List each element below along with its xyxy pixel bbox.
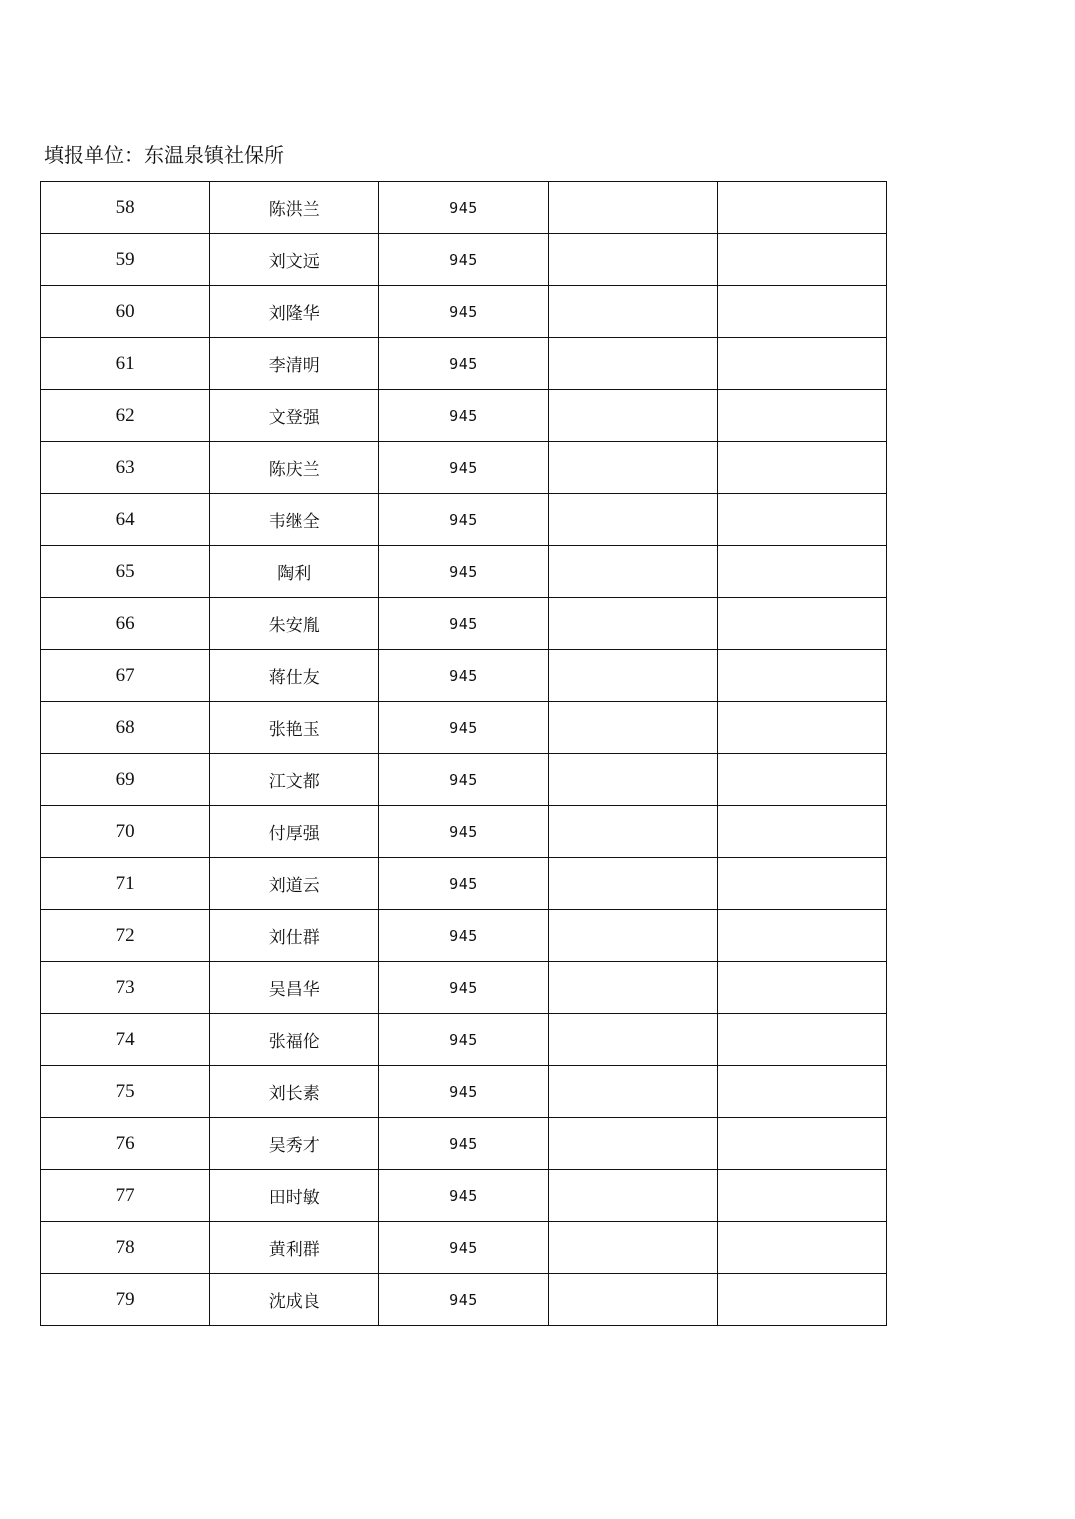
table-row: [41, 442, 887, 494]
blank-cell-col5: [717, 1014, 886, 1066]
person-name-cell: 张艳玉: [210, 702, 379, 754]
table-row: [41, 858, 887, 910]
amount-cell: 945: [379, 390, 548, 442]
blank-cell-col5: [717, 1118, 886, 1170]
blank-cell-col4: [548, 494, 717, 546]
person-name-cell: 刘仕群: [210, 910, 379, 962]
amount-cell: 945: [379, 858, 548, 910]
amount-cell: 945: [379, 1274, 548, 1326]
blank-cell-col5: [717, 858, 886, 910]
row-number-cell: 74: [41, 1014, 210, 1066]
blank-cell-col5: [717, 182, 886, 234]
table-row: [41, 286, 887, 338]
table-row: [41, 1222, 887, 1274]
blank-cell-col5: [717, 1170, 886, 1222]
person-name-cell: 李清明: [210, 338, 379, 390]
amount-cell: 945: [379, 182, 548, 234]
amount-cell: 945: [379, 650, 548, 702]
row-number-cell: 78: [41, 1222, 210, 1274]
blank-cell-col5: [717, 546, 886, 598]
blank-cell-col5: [717, 650, 886, 702]
amount-cell: 945: [379, 754, 548, 806]
reporting-unit-label: 填报单位：东温泉镇社保所: [44, 143, 284, 167]
row-number-cell: 65: [41, 546, 210, 598]
table-row: [41, 702, 887, 754]
person-name-cell: 付厚强: [210, 806, 379, 858]
blank-cell-col5: [717, 442, 886, 494]
amount-cell: 945: [379, 806, 548, 858]
person-name-cell: 江文都: [210, 754, 379, 806]
amount-cell: 945: [379, 234, 548, 286]
blank-cell-col4: [548, 182, 717, 234]
blank-cell-col4: [548, 806, 717, 858]
person-name-cell: 蒋仕友: [210, 650, 379, 702]
row-number-cell: 71: [41, 858, 210, 910]
row-number-cell: 68: [41, 702, 210, 754]
blank-cell-col5: [717, 702, 886, 754]
amount-cell: 945: [379, 1014, 548, 1066]
person-name-cell: 吴秀才: [210, 1118, 379, 1170]
amount-cell: 945: [379, 442, 548, 494]
row-number-cell: 75: [41, 1066, 210, 1118]
amount-cell: 945: [379, 598, 548, 650]
table-row: [41, 494, 887, 546]
blank-cell-col4: [548, 546, 717, 598]
row-number-cell: 70: [41, 806, 210, 858]
table-row: [41, 234, 887, 286]
row-number-cell: 69: [41, 754, 210, 806]
person-name-cell: 吴昌华: [210, 962, 379, 1014]
table-row: [41, 1274, 887, 1326]
blank-cell-col4: [548, 1222, 717, 1274]
amount-cell: 945: [379, 702, 548, 754]
blank-cell-col4: [548, 1118, 717, 1170]
person-name-cell: 刘长素: [210, 1066, 379, 1118]
blank-cell-col5: [717, 1066, 886, 1118]
amount-cell: 945: [379, 1066, 548, 1118]
row-number-cell: 60: [41, 286, 210, 338]
amount-cell: 945: [379, 338, 548, 390]
person-name-cell: 刘文远: [210, 234, 379, 286]
table-row: [41, 650, 887, 702]
row-number-cell: 62: [41, 390, 210, 442]
table-row: [41, 1170, 887, 1222]
row-number-cell: 76: [41, 1118, 210, 1170]
roster-table: [40, 181, 887, 1326]
blank-cell-col5: [717, 1274, 886, 1326]
blank-cell-col4: [548, 1170, 717, 1222]
person-name-cell: 文登强: [210, 390, 379, 442]
blank-cell-col5: [717, 286, 886, 338]
blank-cell-col4: [548, 234, 717, 286]
blank-cell-col5: [717, 1222, 886, 1274]
amount-cell: 945: [379, 1170, 548, 1222]
person-name-cell: 陈洪兰: [210, 182, 379, 234]
person-name-cell: 刘道云: [210, 858, 379, 910]
blank-cell-col4: [548, 1066, 717, 1118]
row-number-cell: 72: [41, 910, 210, 962]
blank-cell-col4: [548, 286, 717, 338]
table-row: [41, 806, 887, 858]
blank-cell-col5: [717, 806, 886, 858]
table-row: [41, 1066, 887, 1118]
blank-cell-col5: [717, 598, 886, 650]
amount-cell: 945: [379, 910, 548, 962]
blank-cell-col4: [548, 390, 717, 442]
person-name-cell: 陶利: [210, 546, 379, 598]
blank-cell-col5: [717, 390, 886, 442]
table-row: [41, 754, 887, 806]
blank-cell-col5: [717, 338, 886, 390]
row-number-cell: 73: [41, 962, 210, 1014]
roster-table-body: [41, 182, 887, 1326]
person-name-cell: 沈成良: [210, 1274, 379, 1326]
table-row: [41, 962, 887, 1014]
blank-cell-col4: [548, 1014, 717, 1066]
table-row: [41, 1118, 887, 1170]
amount-cell: 945: [379, 546, 548, 598]
blank-cell-col4: [548, 338, 717, 390]
blank-cell-col4: [548, 702, 717, 754]
row-number-cell: 77: [41, 1170, 210, 1222]
table-row: [41, 182, 887, 234]
blank-cell-col4: [548, 442, 717, 494]
row-number-cell: 66: [41, 598, 210, 650]
table-row: [41, 1014, 887, 1066]
blank-cell-col5: [717, 234, 886, 286]
table-row: [41, 910, 887, 962]
table-row: [41, 598, 887, 650]
blank-cell-col5: [717, 962, 886, 1014]
person-name-cell: 张福伦: [210, 1014, 379, 1066]
blank-cell-col5: [717, 494, 886, 546]
person-name-cell: 黄利群: [210, 1222, 379, 1274]
blank-cell-col4: [548, 858, 717, 910]
blank-cell-col5: [717, 910, 886, 962]
amount-cell: 945: [379, 286, 548, 338]
row-number-cell: 59: [41, 234, 210, 286]
person-name-cell: 朱安胤: [210, 598, 379, 650]
blank-cell-col4: [548, 754, 717, 806]
row-number-cell: 64: [41, 494, 210, 546]
blank-cell-col4: [548, 650, 717, 702]
table-row: [41, 338, 887, 390]
table-row: [41, 390, 887, 442]
amount-cell: 945: [379, 1118, 548, 1170]
blank-cell-col4: [548, 1274, 717, 1326]
amount-cell: 945: [379, 1222, 548, 1274]
blank-cell-col4: [548, 598, 717, 650]
row-number-cell: 63: [41, 442, 210, 494]
row-number-cell: 79: [41, 1274, 210, 1326]
row-number-cell: 67: [41, 650, 210, 702]
blank-cell-col4: [548, 910, 717, 962]
amount-cell: 945: [379, 494, 548, 546]
amount-cell: 945: [379, 962, 548, 1014]
blank-cell-col5: [717, 754, 886, 806]
row-number-cell: 61: [41, 338, 210, 390]
row-number-cell: 58: [41, 182, 210, 234]
person-name-cell: 田时敏: [210, 1170, 379, 1222]
table-row: [41, 546, 887, 598]
person-name-cell: 韦继全: [210, 494, 379, 546]
person-name-cell: 陈庆兰: [210, 442, 379, 494]
blank-cell-col4: [548, 962, 717, 1014]
person-name-cell: 刘隆华: [210, 286, 379, 338]
